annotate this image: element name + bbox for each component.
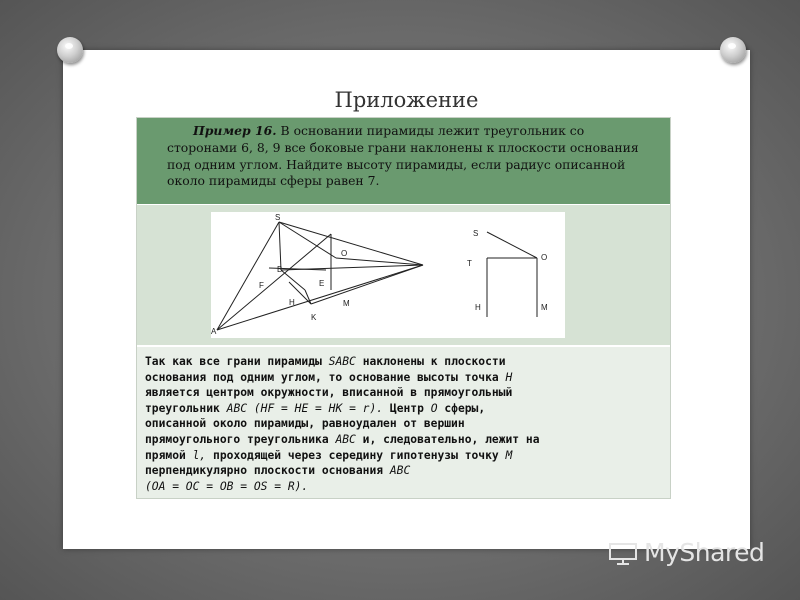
task-label: Пример 16. <box>193 123 277 138</box>
figure-label-left-K: K <box>311 313 317 322</box>
sol-text: наклонены к плоскости <box>362 355 506 368</box>
sol-formula: ABC <box>335 432 356 446</box>
sol-text: прямоугольного треугольника <box>145 432 329 446</box>
sol-formula: l, <box>192 448 207 462</box>
section-SO <box>487 232 537 258</box>
pyramid-figure <box>211 212 565 338</box>
figure-label-left-F: F <box>259 281 264 290</box>
figure-label-left-M: M <box>343 299 350 308</box>
sol-text: Так как все грани пирамиды <box>145 355 322 368</box>
presentation-screen-icon <box>608 541 638 565</box>
edge-S-H <box>279 222 281 270</box>
sol-line-4 <box>145 401 660 417</box>
figure-label-left-E: E <box>319 279 325 288</box>
sol-text: треугольник <box>145 401 220 415</box>
sol-formula: M <box>505 448 513 462</box>
sol-text: Центр <box>389 401 424 415</box>
edge-AC <box>217 265 423 330</box>
sol-formula: ABC <box>389 464 411 478</box>
edge-S-O <box>279 222 336 258</box>
sol-line-6 <box>145 432 660 448</box>
sol-line-1 <box>145 354 660 370</box>
figure-label-right-O: O <box>541 253 548 262</box>
sol-formula: O <box>430 401 438 415</box>
figure-label-left-B: B <box>277 265 283 274</box>
figure-label-left-A: A <box>211 327 217 336</box>
sol-line-7 <box>145 448 660 464</box>
sol-text: сферы, <box>444 401 486 415</box>
sol-line-9: (OA = OC = OB = OS = R). <box>145 479 309 493</box>
slide-title: Приложение <box>334 88 479 112</box>
sol-line-2 <box>145 370 660 386</box>
sol-text: проходящей через середину гипотенузы точку <box>213 448 499 462</box>
sol-text: и, следовательно, лежит на <box>362 432 540 446</box>
pyramid-diagram <box>211 212 565 338</box>
figure-label-right-H: H <box>475 303 481 312</box>
task-text: В основании пирамиды лежит треугольник со сторонами 6, 8, 9 все боковые грани наклонены к плоскости основания под одним углом. Найдите высоту пирамиды, если радиус описанной около пирамиды сферы равен 7. <box>167 123 639 189</box>
figure-label-right-T: T <box>467 259 472 268</box>
slide-content <box>136 117 671 499</box>
figure-label-right-S: S <box>473 229 479 238</box>
figure-label-right-M: M <box>541 303 548 312</box>
figure-label-left-H: H <box>289 298 295 307</box>
task-block <box>137 118 670 204</box>
sol-formula: SABC <box>328 355 356 368</box>
figure-label-left-S: S <box>275 213 281 222</box>
brand-text: MyShared <box>644 538 765 567</box>
solution-block <box>137 347 670 498</box>
edge-SC <box>279 222 423 265</box>
sol-text: прямой <box>145 448 186 462</box>
edge-B-F <box>281 270 305 290</box>
sol-formula: ABC (HF = HE = HK = r). <box>226 401 384 415</box>
sol-formula: H <box>505 370 513 384</box>
sol-line-3: является центром окружности, вписанной в прямоугольный <box>145 386 513 400</box>
sol-text: перпендикулярно плоскости основания <box>145 464 384 478</box>
figure-label-left-O: O <box>341 249 348 258</box>
brand-watermark <box>608 538 764 567</box>
sol-text: основания под одним углом, то основание высоты точка <box>145 370 499 384</box>
pin-right-icon <box>720 37 746 63</box>
sol-line-5: описанной около пирамиды, равноудален от вершин <box>145 417 465 431</box>
sol-line-8 <box>145 463 660 479</box>
edge-K-C <box>311 265 423 304</box>
figure-band <box>137 205 670 345</box>
pin-left-icon <box>57 37 83 63</box>
